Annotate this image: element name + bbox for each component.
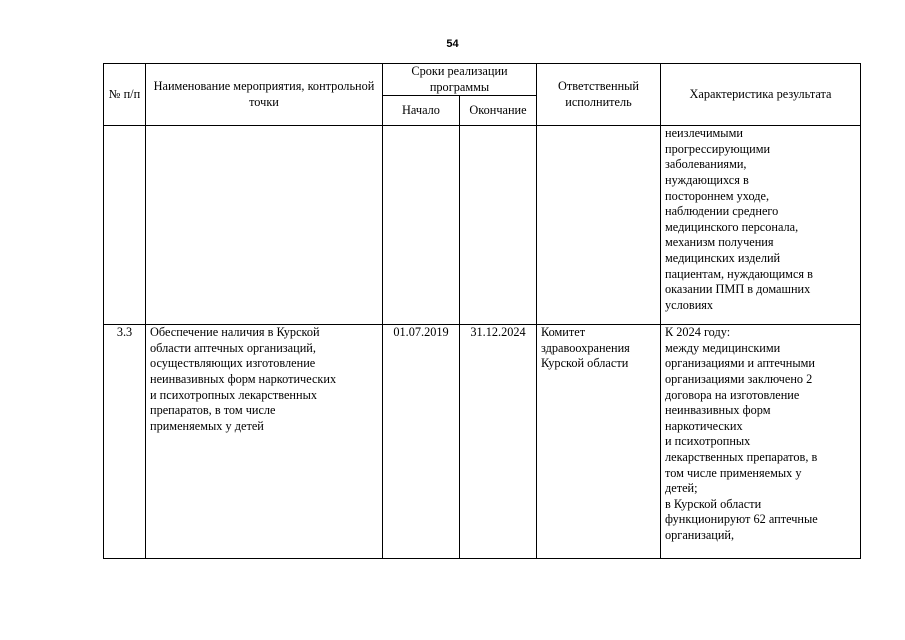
table-row bbox=[104, 325, 861, 559]
header-name: Наименование мероприятия, контрольной точки bbox=[146, 64, 383, 126]
cell-num: 3.3 bbox=[104, 325, 146, 559]
page-number: 54 bbox=[446, 38, 459, 50]
header-end: Окончание bbox=[460, 96, 537, 126]
header-responsible: Ответственный исполнитель bbox=[537, 64, 661, 126]
header-row bbox=[104, 64, 861, 96]
cell-end bbox=[460, 126, 537, 325]
document-table bbox=[103, 63, 861, 559]
header-result: Характеристика результата bbox=[661, 64, 861, 126]
cell-responsible: Комитет здравоохранения Курской области bbox=[537, 325, 661, 559]
cell-num bbox=[104, 126, 146, 325]
header-start: Начало bbox=[383, 96, 460, 126]
cell-end: 31.12.2024 bbox=[460, 325, 537, 559]
cell-name: Обеспечение наличия в Курской области аптечных организаций, осуществляющих изготовление неинвазивных форм наркотических и психотропных лекарственных препаратов, в том числе применяемых у детей bbox=[146, 325, 383, 559]
cell-name bbox=[146, 126, 383, 325]
cell-responsible bbox=[537, 126, 661, 325]
cell-result: К 2024 году: между медицинскими организациями и аптечными организациями заключено 2 договора на изготовление неинвазивных форм наркотических и психотропных лекарственных препаратов, в том числе применяемых у детей; в Курской области функционируют 62 аптечные организаций, bbox=[661, 325, 861, 559]
cell-start: 01.07.2019 bbox=[383, 325, 460, 559]
cell-result: неизлечимыми прогрессирующими заболеваниями, нуждающихся в постороннем уходе, наблюдении среднего медицинского персонала, механизм получения медицинских изделий пациентам, нуждающимся в оказании ПМП в домашних условиях bbox=[661, 126, 861, 325]
header-num: № п/п bbox=[104, 64, 146, 126]
table-row bbox=[104, 126, 861, 325]
header-period: Сроки реализации программы bbox=[383, 64, 537, 96]
cell-start bbox=[383, 126, 460, 325]
